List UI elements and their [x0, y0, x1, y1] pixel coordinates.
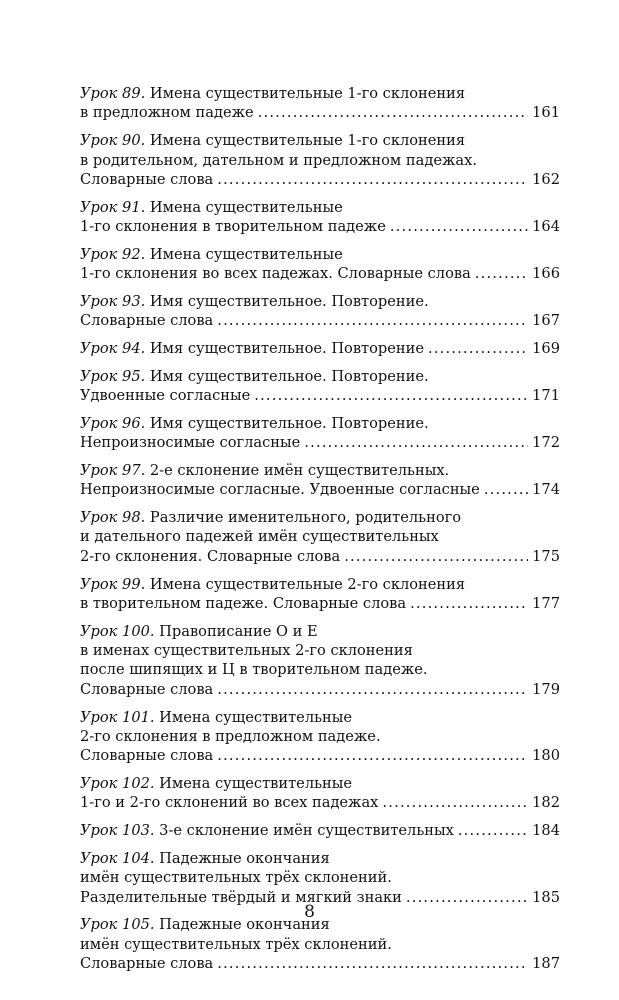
toc-last-line — [80, 821, 560, 840]
dot-leader — [217, 680, 528, 699]
lesson-title-text: Имена существительные 1-го склонения — [149, 132, 466, 150]
dot-leader — [344, 547, 528, 566]
lesson-title-text: 2-го склонения в предложном падеже. — [80, 727, 381, 745]
dot-leader — [254, 386, 528, 405]
lesson-label: Урок 100. — [80, 622, 155, 640]
page-ref: 167 — [532, 312, 560, 330]
toc-line — [80, 151, 560, 170]
lesson-title-text: и дательного падежей имён существительных — [80, 528, 439, 546]
lesson-title-text: Имя существительное. Повторение — [149, 339, 424, 357]
toc-last-line — [80, 594, 560, 613]
lesson-title-text: после шипящих и Ц в творительном падеже. — [80, 661, 428, 679]
toc-entry — [80, 575, 560, 614]
lesson-title-text: имён существительных трёх склонений. — [80, 935, 392, 953]
lesson-title-text: Словарные слова — [80, 680, 214, 698]
lesson-title-text: Непроизносимые согласные — [80, 434, 301, 452]
lesson-label: Урок 96. — [80, 414, 146, 432]
page-ref: 166 — [532, 265, 560, 283]
page-ref: 162 — [532, 170, 560, 188]
toc-entry — [80, 708, 560, 766]
lesson-label: Урок 97. — [80, 461, 146, 479]
lesson-title-text: 3-е склонение имён существительных — [159, 822, 454, 840]
lesson-label: Урок 89. — [80, 85, 146, 102]
lesson-label: Урок 93. — [80, 292, 146, 310]
toc-entry — [80, 245, 560, 284]
toc-entry — [80, 461, 560, 500]
toc-entry — [80, 774, 560, 813]
toc-entry — [80, 367, 560, 406]
toc-last-line — [80, 170, 560, 189]
lesson-label: Урок 92. — [80, 245, 146, 263]
page-ref: 180 — [532, 747, 560, 765]
toc-last-line — [80, 793, 560, 812]
toc-line — [80, 461, 560, 480]
lesson-label: Урок 98. — [80, 508, 146, 526]
page-ref: 174 — [532, 481, 560, 499]
toc-last-line — [80, 433, 560, 452]
page-ref: 169 — [532, 339, 560, 357]
dot-leader — [217, 170, 528, 189]
toc-entry — [80, 414, 560, 453]
toc-last-line — [80, 547, 560, 566]
page-ref: 172 — [532, 434, 560, 452]
page-ref: 161 — [532, 104, 560, 122]
dot-leader — [258, 103, 528, 122]
lesson-label: Урок 95. — [80, 367, 146, 385]
table-of-contents — [80, 84, 560, 982]
toc-line — [80, 708, 560, 727]
dot-leader — [382, 793, 528, 812]
toc-line — [80, 935, 560, 954]
lesson-title-text: Словарные слова — [80, 312, 214, 330]
lesson-title-text: 1-го склонения в творительном падеже — [80, 218, 386, 236]
page-ref: 185 — [532, 888, 560, 906]
toc-line — [80, 727, 560, 746]
toc-line — [80, 245, 560, 264]
toc-last-line — [80, 217, 560, 236]
page-ref: 175 — [532, 547, 560, 565]
dot-leader — [390, 217, 528, 236]
lesson-label: Урок 104. — [80, 849, 155, 867]
lesson-title-text: Имена существительные — [149, 245, 343, 263]
toc-line — [80, 508, 560, 527]
page-ref: 184 — [532, 822, 560, 840]
lesson-title-text: в родительном, дательном и предложном падежах. — [80, 151, 477, 169]
lesson-title-text: Удвоенные согласные — [80, 387, 251, 405]
dot-leader — [428, 339, 528, 358]
toc-line — [80, 622, 560, 641]
lesson-title-text: 2-го склонения. Словарные слова — [80, 547, 341, 565]
toc-line — [80, 774, 560, 793]
page-ref: 164 — [532, 218, 560, 236]
toc-entry — [80, 84, 560, 123]
lesson-label: Урок 90. — [80, 132, 146, 150]
dot-leader — [410, 594, 528, 613]
toc-line — [80, 575, 560, 594]
toc-entry — [80, 131, 560, 189]
dot-leader — [304, 433, 528, 452]
toc-last-line — [80, 386, 560, 405]
toc-entry — [80, 198, 560, 237]
lesson-title-text: Имена существительные 2-го склонения — [149, 575, 466, 593]
toc-entry — [80, 849, 560, 907]
lesson-title-text: Словарные слова — [80, 170, 214, 188]
page-ref: 171 — [532, 387, 560, 405]
toc-line — [80, 527, 560, 546]
lesson-label: Урок 99. — [80, 575, 146, 593]
lesson-title-text: Различие именительного, родительного — [149, 508, 462, 526]
lesson-title-text: Словарные слова — [80, 955, 214, 973]
toc-entry — [80, 339, 560, 358]
page-number: 8 — [304, 902, 315, 922]
dot-leader — [475, 264, 528, 283]
lesson-title-text: Имена существительные 1-го склонения — [149, 85, 466, 102]
toc-entry — [80, 622, 560, 700]
lesson-title-text: в предложном падеже — [80, 104, 254, 122]
lesson-title-text: Словарные слова — [80, 747, 214, 765]
lesson-title-text: Падежные окончания — [159, 916, 330, 934]
lesson-title-text: 1-го склонения во всех падежах. Словарные слова — [80, 265, 471, 283]
toc-line — [80, 641, 560, 660]
lesson-title-text: 1-го и 2-го склонений во всех падежах — [80, 794, 379, 812]
toc-line — [80, 660, 560, 679]
toc-last-line — [80, 311, 560, 330]
toc-entry — [80, 292, 560, 331]
dot-leader — [217, 954, 528, 973]
dot-leader — [484, 480, 528, 499]
lesson-title-text: в творительном падеже. Словарные слова — [80, 594, 407, 612]
lesson-title-text: Имя существительное. Повторение. — [149, 414, 429, 432]
toc-entry — [80, 508, 560, 566]
lesson-title-text: в именах существительных 2-го склонения — [80, 642, 413, 660]
toc-entry — [80, 821, 560, 840]
toc-last-line — [80, 680, 560, 699]
toc-line — [80, 198, 560, 217]
toc-last-line — [80, 264, 560, 283]
toc-line — [80, 868, 560, 887]
lesson-label: Урок 91. — [80, 198, 146, 216]
lesson-title-text: Имя существительное. Повторение. — [149, 367, 429, 385]
lesson-label: Урок 94. — [80, 339, 146, 357]
lesson-label: Урок 101. — [80, 708, 155, 726]
page-ref: 182 — [532, 794, 560, 812]
lesson-title-text: Имена существительные — [159, 708, 353, 726]
lesson-title-text: Правописание О и Е — [159, 622, 318, 640]
toc-last-line — [80, 480, 560, 499]
toc-line — [80, 292, 560, 311]
toc-line — [80, 414, 560, 433]
dot-leader — [217, 311, 528, 330]
toc-last-line — [80, 103, 560, 122]
toc-last-line — [80, 954, 560, 973]
toc-last-line — [80, 339, 560, 358]
lesson-title-text: Падежные окончания — [159, 849, 330, 867]
toc-line — [80, 367, 560, 386]
lesson-title-text: Разделительные твёрдый и мягкий знаки — [80, 888, 402, 906]
lesson-label: Урок 103. — [80, 822, 155, 840]
lesson-label: Урок 105. — [80, 916, 155, 934]
lesson-title-text: имён существительных трёх склонений. — [80, 869, 392, 887]
lesson-label: Урок 102. — [80, 775, 155, 793]
page-ref: 177 — [532, 594, 560, 612]
toc-last-line — [80, 746, 560, 765]
lesson-title-text: Имя существительное. Повторение. — [149, 292, 429, 310]
dot-leader — [458, 821, 528, 840]
lesson-title-text: Имена существительные — [159, 775, 353, 793]
lesson-title-text: Непроизносимые согласные. Удвоенные согласные — [80, 481, 480, 499]
toc-line — [80, 849, 560, 868]
toc-line — [80, 84, 560, 103]
page-ref: 179 — [532, 680, 560, 698]
page-ref: 187 — [532, 955, 560, 973]
toc-line — [80, 131, 560, 150]
dot-leader — [217, 746, 528, 765]
lesson-title-text: 2-е склонение имён существительных. — [149, 461, 450, 479]
toc-entry — [80, 915, 560, 973]
lesson-title-text: Имена существительные — [149, 198, 343, 216]
